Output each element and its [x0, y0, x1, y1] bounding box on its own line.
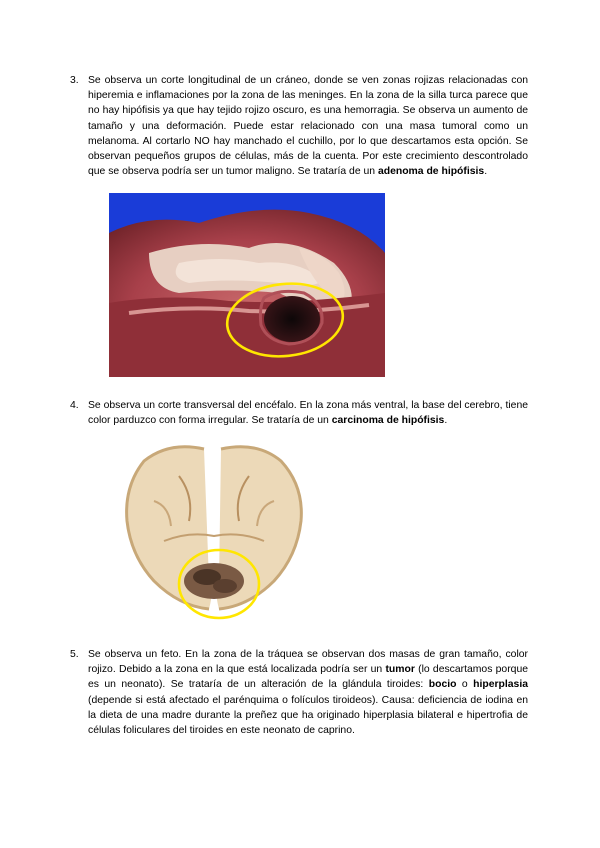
term-tumor: tumor — [385, 664, 415, 676]
list-item-5 — [70, 647, 528, 738]
paragraph-text-end: . — [484, 166, 488, 178]
paragraph-text-4: (depende si está afectado el parénquima o folículos tiroideos). Causa: deficiencia de iodina en la dieta de una madre durante la preñez que ha originado hiperplasia bilateral e hipertrofia de células foliculares del tiroides en este neonato de caprino. — [88, 694, 528, 737]
paragraph-text: Se observa un corte transversal del encéfalo. En la zona más ventral, la base del cerebro, tiene color parduzco con forma irregular. Se trataría de un — [88, 400, 528, 427]
term-bocio: bocio — [428, 679, 457, 691]
paragraph-text-end: . — [444, 415, 448, 427]
list-item-4 — [70, 398, 528, 428]
item-number: 3. — [70, 75, 79, 86]
list-item-3 — [70, 73, 528, 179]
item-number: 4. — [70, 400, 79, 411]
item-number: 5. — [70, 649, 79, 660]
item-paragraph — [88, 398, 528, 428]
term-hiperplasia: hiperplasia — [473, 679, 528, 691]
item-paragraph — [88, 647, 528, 738]
item-paragraph — [88, 73, 528, 179]
paragraph-text-1: Se observa un feto. En la zona de la tráquea se observan dos masas de gran tamaño, color rojizo. Debido a la zona en la que está localizada podría ser un — [88, 649, 528, 676]
paragraph-text-2: (lo descartamos porque es un neonato). Se trataría de un alteración de la glándula tiroides: — [88, 664, 528, 691]
brain-section-photo — [109, 441, 318, 626]
skull-section-photo — [109, 193, 385, 377]
diagnosis-term: adenoma de hipófisis — [377, 166, 485, 178]
paragraph-text: Se observa un corte longitudinal de un cráneo, donde se ven zonas rojizas relacionadas con hiperemia e inflamaciones por la zona de las meninges. En la zona de la silla turca parece que no hay hipófisis ya que hay tejido rojizo oscuro, es una hemorragia. Se observa un aumento de tamaño y una deformación. Puede estar relacionado con una masa tumoral como un melanoma. Al cortarlo NO hay manchado el cuchillo, por lo que descartamos esta opción. Se observan pequeños grupos de células, más de la cuenta. Por este crecimiento descontrolado que se observa podría ser un tumor maligno. Se trataría de un — [88, 75, 528, 178]
diagnosis-term: carcinoma de hipófisis — [331, 415, 445, 427]
paragraph-text-3: o — [456, 679, 474, 691]
